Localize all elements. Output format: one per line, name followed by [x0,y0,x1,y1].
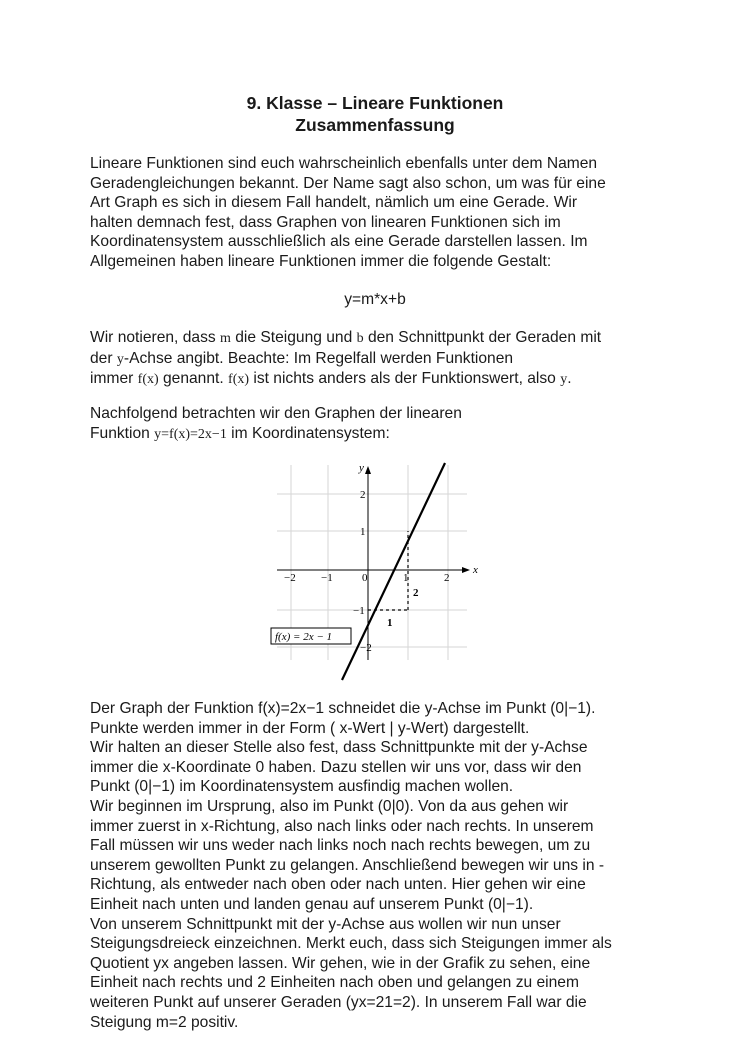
body-line: Fall müssen wir uns weder nach links noch nach rechts bewegen, um zu [90,837,591,855]
body-line: immer zuerst in x-Richtung, also nach links oder nach rechts. In unserem [90,817,594,835]
title-line-2: Zusammenfassung [295,115,455,135]
intro-line: Koordinatensystem ausschließlich als eine Gerade darstellen lassen. Im [90,233,588,251]
body-line: Quotient yx angeben lassen. Wir gehen, wie in der Grafik zu sehen, eine [90,954,591,972]
notes-paragraph [90,328,670,390]
x-tick-label: 2 [444,572,450,584]
body-line: Richtung, als entweder nach oben oder nach unten. Hier gehen wir eine [90,876,586,894]
body-line: Einheit nach rechts und 2 Einheiten nach oben und gelangen zu einem [90,974,579,992]
function-graph [262,460,482,685]
document-title [0,92,750,136]
intro-paragraph [90,154,670,272]
body-line: Wir halten an dieser Stelle also fest, dass Schnittpunkte mit der y-Achse [90,739,588,757]
body-line: weiteren Punkt auf unserer Geraden (yx=21=2). In unserem Fall war die [90,993,587,1011]
body-line: Steigungsdreieck einzeichnen. Merkt euch, dass sich Steigungen immer als [90,935,612,953]
y-axis-arrow [365,466,371,474]
intro-line: Art Graph es sich in diesem Fall handelt, nämlich um eine Gerade. Wir [90,194,578,212]
graph-intro-line: Nachfolgend betrachten wir den Graphen der linearen [90,405,462,422]
body-line: Punkte werden immer in der Form ( x-Wert | y-Wert) dargestellt. [90,719,530,737]
body-line: Punkt (0|−1) im Koordinatensystem ausfindig machen wollen. [90,778,514,796]
y-axis-label: y [359,462,364,474]
body-line: Der Graph der Funktion f(x)=2x−1 schneidet die y-Achse im Punkt (0|−1). [90,700,596,717]
y-tick-label: −2 [360,642,372,654]
x-tick-label: 0 [362,572,368,584]
intro-line: Lineare Funktionen sind euch wahrscheinlich ebenfalls unter dem Namen [90,155,598,172]
body-line: Von unserem Schnittpunkt mit der y-Achse aus wollen wir nun unser [90,915,561,933]
general-formula: y=m*x+b [344,291,406,308]
y-tick-label: 2 [360,489,366,501]
explanation-paragraph [90,699,670,1032]
intro-line: halten demnach fest, dass Graphen von linearen Funktionen sich im [90,213,561,231]
body-line: Wir beginnen im Ursprung, also im Punkt (0|0). Von da aus gehen wir [90,797,569,815]
x-tick-label: −1 [321,572,333,584]
x-axis-arrow [462,567,470,573]
y-tick-label: −1 [353,605,365,617]
intro-line: Geradengleichungen bekannt. Der Name sagt also schon, um was für eine [90,174,606,192]
body-line: immer die x-Koordinate 0 haben. Dazu stellen wir uns vor, dass wir den [90,758,582,776]
slope-run-label: 1 [387,617,393,629]
x-tick-label: 1 [403,572,409,584]
notes-line: immer f(x) genannt. f(x) ist nichts anders als der Funktionswert, also y. [90,370,572,388]
graph-intro-paragraph [90,404,670,444]
x-axis-label: x [473,564,478,576]
body-line: Steigung m=2 positiv. [90,1013,239,1031]
notes-line: Wir notieren, dass m die Steigung und b den Schnittpunkt der Geraden mit [90,329,602,346]
slope-rise-label: 2 [413,587,419,599]
title-line-1: 9. Klasse – Lineare Funktionen [246,93,504,113]
function-label: f(x) = 2x − 1 [275,631,332,643]
body-line: unserem gewollten Punkt zu gelangen. Anschließend bewegen wir uns in - [90,856,605,874]
y-tick-label: 1 [360,526,366,538]
intro-line: Allgemeinen haben lineare Funktionen immer die folgende Gestalt: [90,252,552,270]
x-tick-label: −2 [284,572,296,584]
body-line: Einheit nach unten und landen genau auf unserem Punkt (0|−1). [90,895,534,913]
graph-intro-line: Funktion y=f(x)=2x−1 im Koordinatensystem: [90,424,390,442]
notes-line: der y-Achse angibt. Beachte: Im Regelfall werden Funktionen [90,349,514,367]
